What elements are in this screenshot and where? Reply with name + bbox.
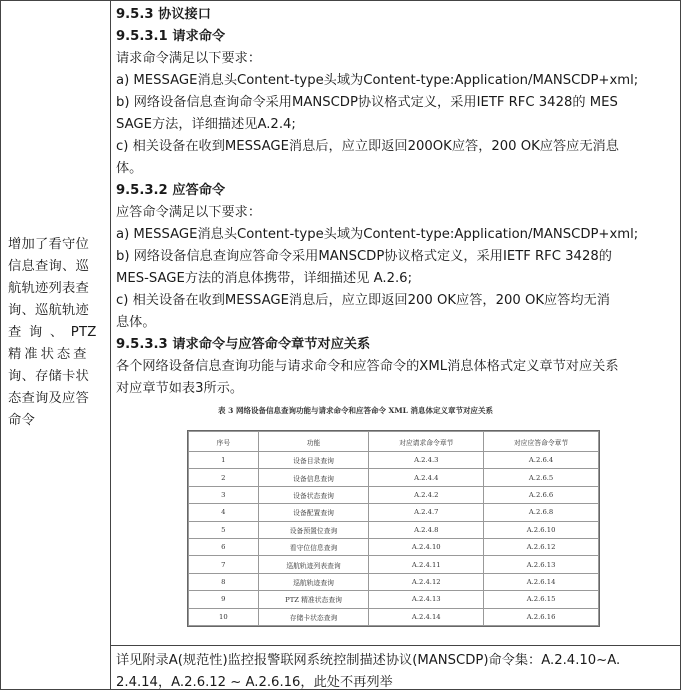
- protocol-content-cell: [116, 4, 676, 400]
- request-heading: 9.5.3.1 请求命令: [116, 29, 226, 44]
- appendix-reference-cell: [116, 650, 676, 694]
- table-cell: 10: [189, 608, 259, 625]
- request-item-b: b) 网络设备信息查询命令采用MANSCDP协议格式定义，采用IETF RFC 3428的 MES: [116, 95, 618, 110]
- table-cell: 7: [189, 556, 259, 573]
- response-item-c-cont: 息体。: [116, 315, 156, 330]
- response-item-b: b) 网络设备信息查询应答命令采用MANSCDP协议格式定义，采用IETF RFC 3428的: [116, 249, 612, 264]
- table-cell: 9: [189, 591, 259, 608]
- change-line: 查 询 、 PTZ: [8, 325, 97, 340]
- table-cell: 1: [189, 452, 259, 469]
- table-cell: 2: [189, 469, 259, 486]
- table-header-row: [189, 432, 599, 452]
- response-heading: 9.5.3.2 应答命令: [116, 183, 226, 198]
- table-caption: 表 3 网络设备信息查询功能与请求命令和应答命令 XML 消息体定义章节对应关系: [218, 406, 494, 415]
- table-cell: 设备目录查询: [258, 452, 369, 469]
- request-item-c: c) 相关设备在收到MESSAGE消息后，应立即返回200OK应答，200 OK应答应无消息: [116, 139, 619, 154]
- table-cell: A.2.6.13: [484, 556, 599, 573]
- table-cell: 巡航轨迹查询: [258, 573, 369, 590]
- response-item-a: a) MESSAGE消息头Content-type头域为Content-type:Application/MANSCDP+xml;: [116, 227, 639, 242]
- table-row: [189, 591, 599, 608]
- change-line: 精准状态查: [8, 347, 90, 362]
- table-cell: PTZ 精准状态查询: [258, 591, 369, 608]
- header-cell: 功能: [258, 432, 369, 452]
- table-cell: 6: [189, 538, 259, 555]
- header-cell: 对应请求命令章节: [369, 432, 484, 452]
- mapping-table: [187, 430, 600, 627]
- table-cell: A.2.4.4: [369, 469, 484, 486]
- table-cell: A.2.4.10: [369, 538, 484, 555]
- table-cell: A.2.4.7: [369, 504, 484, 521]
- request-intro: 请求命令满足以下要求：: [116, 51, 262, 66]
- table-row: [189, 521, 599, 538]
- response-item-b-cont: MES-SAGE方法的消息体携带，详细描述见 A.2.6;: [116, 271, 413, 286]
- table-cell: 设备预置位查询: [258, 521, 369, 538]
- response-intro: 应答命令满足以下要求：: [116, 205, 262, 220]
- appendix-reference-line-cont: 2.4.14，A.2.6.12 ~ A.2.6.16，此处不再列举: [116, 675, 393, 690]
- table-cell: A.2.6.8: [484, 504, 599, 521]
- change-line: 命令: [8, 413, 35, 428]
- table-cell: 设备配置查询: [258, 504, 369, 521]
- response-item-c: c) 相关设备在收到MESSAGE消息后，应立即返回200 OK应答，200 OK应答均无消: [116, 293, 610, 308]
- table-row: [189, 486, 599, 503]
- table-cell: 巡航轨迹列表查询: [258, 556, 369, 573]
- table-cell: A.2.4.13: [369, 591, 484, 608]
- table-cell: 8: [189, 573, 259, 590]
- table-cell: A.2.6.14: [484, 573, 599, 590]
- change-line: 增加了看守位: [8, 237, 89, 252]
- change-line: 信息查询、巡: [8, 259, 89, 274]
- table-cell: A.2.6.10: [484, 521, 599, 538]
- table-row: [189, 469, 599, 486]
- table-cell: 5: [189, 521, 259, 538]
- header-cell: 序号: [189, 432, 259, 452]
- request-item-c-cont: 体。: [116, 161, 143, 176]
- table-cell: A.2.4.11: [369, 556, 484, 573]
- change-line: 态查询及应答: [8, 391, 89, 406]
- table-cell: A.2.6.6: [484, 486, 599, 503]
- table-cell: 3: [189, 486, 259, 503]
- mapping-desc-cont: 对应章节如表3所示。: [116, 381, 244, 396]
- table-cell: A.2.6.16: [484, 608, 599, 625]
- table-cell: A.2.6.15: [484, 591, 599, 608]
- table-row: [189, 452, 599, 469]
- table-cell: A.2.4.3: [369, 452, 484, 469]
- header-cell: 对应应答命令章节: [484, 432, 599, 452]
- table-cell: A.2.4.14: [369, 608, 484, 625]
- table-cell: A.2.6.12: [484, 538, 599, 555]
- change-description-cell: [8, 234, 104, 432]
- table-cell: 存储卡状态查询: [258, 608, 369, 625]
- section-title: 9.5.3 协议接口: [116, 7, 211, 22]
- appendix-reference-line: 详见附录A(规范性)监控报警联网系统控制描述协议(MANSCDP)命令集：A.2.4.10~A.: [116, 653, 621, 668]
- request-item-a: a) MESSAGE消息头Content-type头域为Content-type:Application/MANSCDP+xml;: [116, 73, 639, 88]
- change-line: 询、巡航轨迹: [8, 303, 89, 318]
- table-cell: A.2.4.2: [369, 486, 484, 503]
- table-row: [189, 538, 599, 555]
- mapping-heading: 9.5.3.3 请求命令与应答命令章节对应关系: [116, 337, 371, 352]
- change-line: 询、存储卡状: [8, 369, 89, 384]
- column-divider: [110, 0, 111, 690]
- row-divider: [110, 645, 681, 646]
- table-cell: A.2.4.12: [369, 573, 484, 590]
- table-row: [189, 504, 599, 521]
- table-row: [189, 556, 599, 573]
- table-cell: 设备状态查询: [258, 486, 369, 503]
- table-row: [189, 573, 599, 590]
- table-cell: A.2.4.8: [369, 521, 484, 538]
- table-cell: 设备信息查询: [258, 469, 369, 486]
- table-cell: A.2.6.5: [484, 469, 599, 486]
- table-cell: 4: [189, 504, 259, 521]
- table-row: [189, 608, 599, 625]
- mapping-desc: 各个网络设备信息查询功能与请求命令和应答命令的XML消息体格式定义章节对应关系: [116, 359, 619, 374]
- table-cell: 看守位信息查询: [258, 538, 369, 555]
- table-cell: A.2.6.4: [484, 452, 599, 469]
- change-line: 航轨迹列表查: [8, 281, 89, 296]
- request-item-b-cont: SAGE方法，详细描述见A.2.4;: [116, 117, 296, 132]
